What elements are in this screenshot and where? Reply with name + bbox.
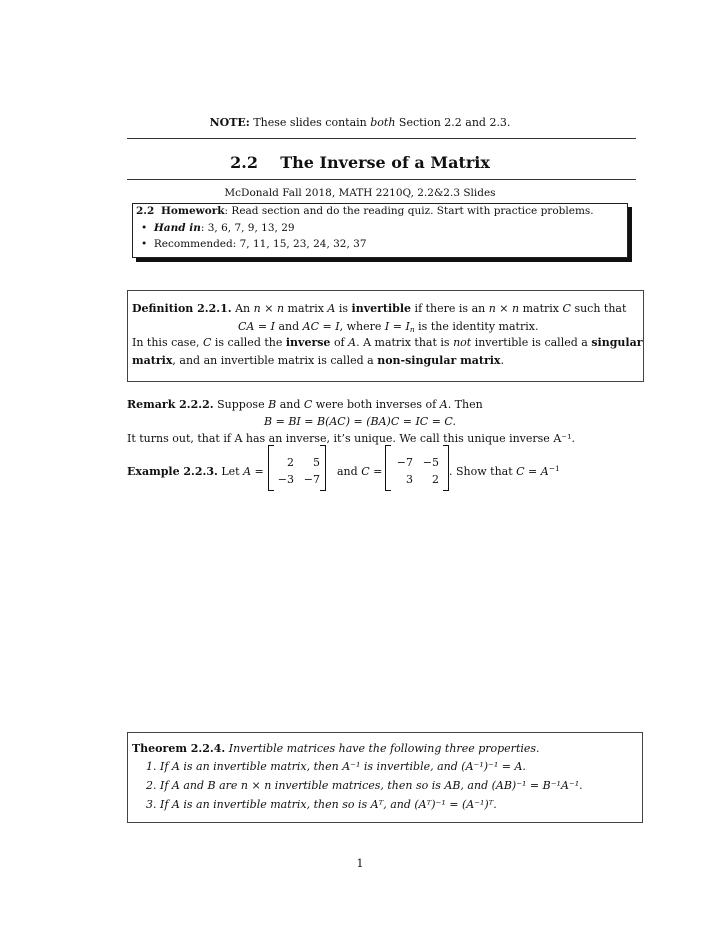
homework-section: 2.2	[136, 205, 155, 217]
homework-box	[132, 203, 628, 258]
section-title-text: The Inverse of a Matrix	[280, 153, 490, 172]
term-singular: singular	[591, 336, 643, 349]
recommended-text: Recommended: 7, 11, 15, 23, 24, 32, 37	[153, 238, 367, 250]
hand-in-text: : 3, 6, 7, 9, 13, 29	[200, 222, 295, 234]
theorem-item: 3. If A is an invertible matrix, then so is Aᵀ, and (Aᵀ)⁻¹ = (A⁻¹)ᵀ.	[146, 798, 497, 811]
theorem-intro-line	[132, 742, 540, 755]
note-text-after: Section 2.2 and 2.3.	[398, 116, 511, 129]
hand-in-item: • Hand in: 3, 6, 7, 9, 13, 29	[141, 222, 295, 234]
remark-label: Remark 2.2.2.	[127, 398, 214, 411]
definition-label: Definition 2.2.1.	[132, 302, 232, 315]
divider	[127, 138, 636, 139]
note-label: NOTE:	[209, 116, 250, 129]
homework-text: : Read section and do the reading quiz. Start with practice problems.	[224, 205, 594, 217]
theorem-item: 2. If A and B are n × n invertible matrices, then so is AB, and (AB)⁻¹ = B⁻¹A⁻¹.	[146, 779, 583, 792]
text: In this case,	[132, 336, 200, 349]
note-text: These slides contain	[253, 116, 367, 129]
example-show: . Show that $C = A^{-1}$	[449, 464, 560, 478]
text: is	[338, 302, 349, 315]
theorem-box	[127, 732, 643, 823]
homework-line	[136, 205, 594, 217]
matrix-cell: −3	[277, 473, 294, 486]
term-invertible: invertible	[351, 302, 412, 315]
text: and	[337, 465, 358, 478]
remark-line-1: Remark 2.2.2. Suppose B and C were both inverses of A. Then	[127, 398, 483, 411]
example-label: Example 2.2.3.	[127, 465, 218, 478]
matrix-cell: 3	[406, 473, 413, 486]
definition-line-1: Definition 2.2.1. An n × n matrix A is invertible if there is an n × n matrix C such that	[132, 302, 627, 315]
matrix-cell: −7	[303, 473, 320, 486]
definition-line-4	[132, 354, 504, 367]
text: matrix	[287, 302, 324, 315]
text: if there is an	[414, 302, 486, 315]
course-line: McDonald Fall 2018, MATH 2210Q, 2.2&2.3 Slides	[224, 187, 496, 199]
text: invertible is called a	[474, 336, 588, 349]
homework-label: Homework	[160, 205, 225, 217]
theorem-item: 1. If A is an invertible matrix, then A⁻¹ is invertible, and (A⁻¹)⁻¹ = A.	[146, 760, 526, 773]
remark-equation: B = BI = B(AC) = (BA)C = IC = C.	[264, 415, 456, 428]
matrix-cell: −5	[422, 456, 439, 469]
recommended-item: • Recommended: 7, 11, 15, 23, 24, 32, 37	[141, 238, 367, 250]
text: , and an invertible matrix is called a	[172, 354, 374, 367]
remark-line-3: It turns out, that if A has an inverse, it’s unique. We call this unique inverse A⁻¹.	[127, 432, 575, 445]
text: is called the	[214, 336, 283, 349]
text: of	[333, 336, 345, 349]
text: , where	[339, 320, 382, 333]
matrix-cell: −7	[396, 456, 413, 469]
text: . Show that	[449, 465, 513, 478]
matrix-A	[268, 445, 326, 491]
text: and	[278, 320, 300, 333]
text: matrix	[522, 302, 560, 315]
matrix-cell: 5	[313, 456, 320, 469]
text: Let	[221, 465, 240, 478]
text: .	[500, 354, 504, 367]
text: An	[235, 302, 251, 315]
term-inverse: inverse	[285, 336, 331, 349]
text: is the identity matrix.	[418, 320, 539, 333]
text: and	[279, 398, 301, 411]
note-line	[0, 116, 720, 129]
matrix-cell: 2	[432, 473, 439, 486]
term-non-singular: non-singular matrix	[377, 354, 501, 367]
section-number: 2.2	[230, 153, 258, 172]
hand-in-label: Hand in	[153, 222, 201, 234]
matrix-C	[385, 445, 449, 491]
text: . A matrix that is	[356, 336, 450, 349]
definition-box	[127, 290, 644, 382]
text: Suppose	[217, 398, 265, 411]
example-and: and C =	[337, 465, 383, 478]
example-label-line: Example 2.2.3. Let A =	[127, 465, 264, 478]
text: . Then	[447, 398, 483, 411]
section-title	[0, 153, 720, 172]
divider	[127, 179, 636, 180]
text: such that	[574, 302, 627, 315]
text: matrix	[132, 354, 173, 367]
theorem-label: Theorem 2.2.4.	[132, 742, 226, 755]
theorem-intro: Invertible matrices have the following three properties.	[228, 742, 540, 755]
definition-line-3: In this case, C is called the inverse of A. A matrix that is not invertible is called a singular	[132, 336, 643, 349]
text: were both inverses of	[315, 398, 437, 411]
matrix-cell: 2	[287, 456, 294, 469]
text: not	[453, 336, 472, 349]
page-number: 1	[356, 857, 364, 870]
definition-line-2: CA = I and AC = I, where $I = I_n$ is the identity matrix.	[238, 320, 539, 334]
note-emph: both	[370, 116, 396, 129]
